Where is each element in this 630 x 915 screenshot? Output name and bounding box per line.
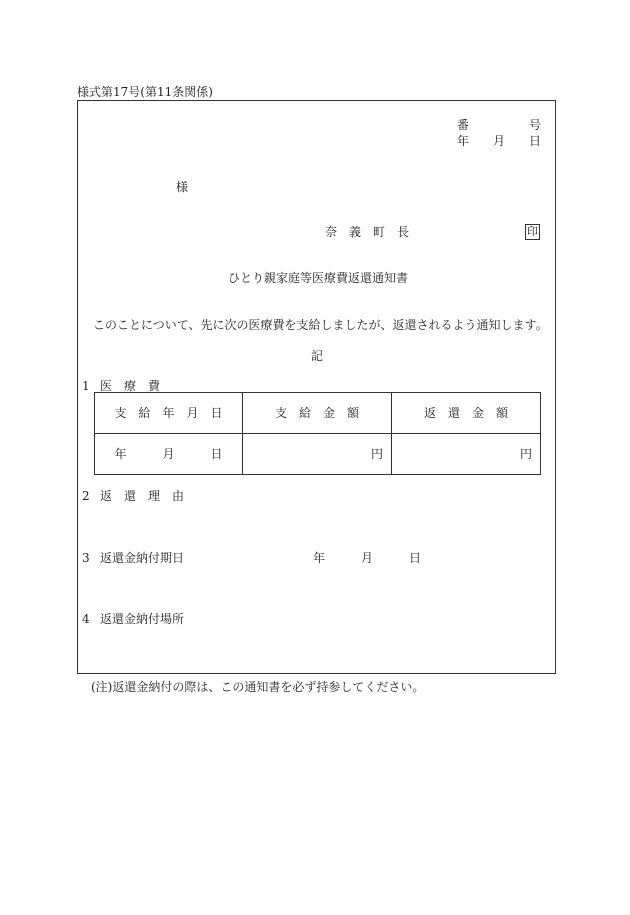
date-month: 月 <box>493 134 506 148</box>
footer-note: (注)返還金納付の際は、この通知書を必ず持参してください。 <box>91 680 425 694</box>
section-1-number: 1 <box>82 379 90 393</box>
section-3-label: 返還金納付期日 <box>100 551 185 565</box>
seal-mark: 印 <box>527 225 538 238</box>
issuer: 奈 義 町 長 <box>325 225 410 239</box>
form-number: 様式第17号(第11条関係) <box>77 85 213 99</box>
addressee-suffix: 様 <box>176 180 189 194</box>
document-title: ひとり親家庭等医療費返還通知書 <box>228 271 409 285</box>
table-header-row <box>95 393 541 434</box>
ki-label: 記 <box>311 349 324 363</box>
date-day: 日 <box>529 134 542 148</box>
table-header-payment-date: 支 給 年 月 日 <box>95 393 243 434</box>
table-row <box>95 434 541 475</box>
section-3-number: 3 <box>82 551 90 565</box>
number-label-a: 番 <box>457 118 470 132</box>
number-label-b: 号 <box>529 118 542 132</box>
medical-expense-table <box>94 392 541 475</box>
section-4-label: 返還金納付場所 <box>100 612 185 626</box>
due-date: 年 月 日 <box>313 551 422 565</box>
section-2-number: 2 <box>82 489 90 503</box>
table-header-refund-amount: 返 還 金 額 <box>392 393 541 434</box>
table-cell-payment-date: 年 月 日 <box>95 434 243 475</box>
table-cell-refund-amount: 円 <box>392 434 541 475</box>
date-year: 年 <box>457 134 470 148</box>
section-1-label: 医 療 費 <box>100 379 161 393</box>
body-text: このことについて、先に次の医療費を支給しましたが、返還されるよう通知します。 <box>93 318 548 332</box>
section-4-number: 4 <box>82 612 90 626</box>
table-cell-payment-amount: 円 <box>243 434 392 475</box>
table-header-payment-amount: 支 給 金 額 <box>243 393 392 434</box>
section-2-label: 返 還 理 由 <box>100 489 185 503</box>
